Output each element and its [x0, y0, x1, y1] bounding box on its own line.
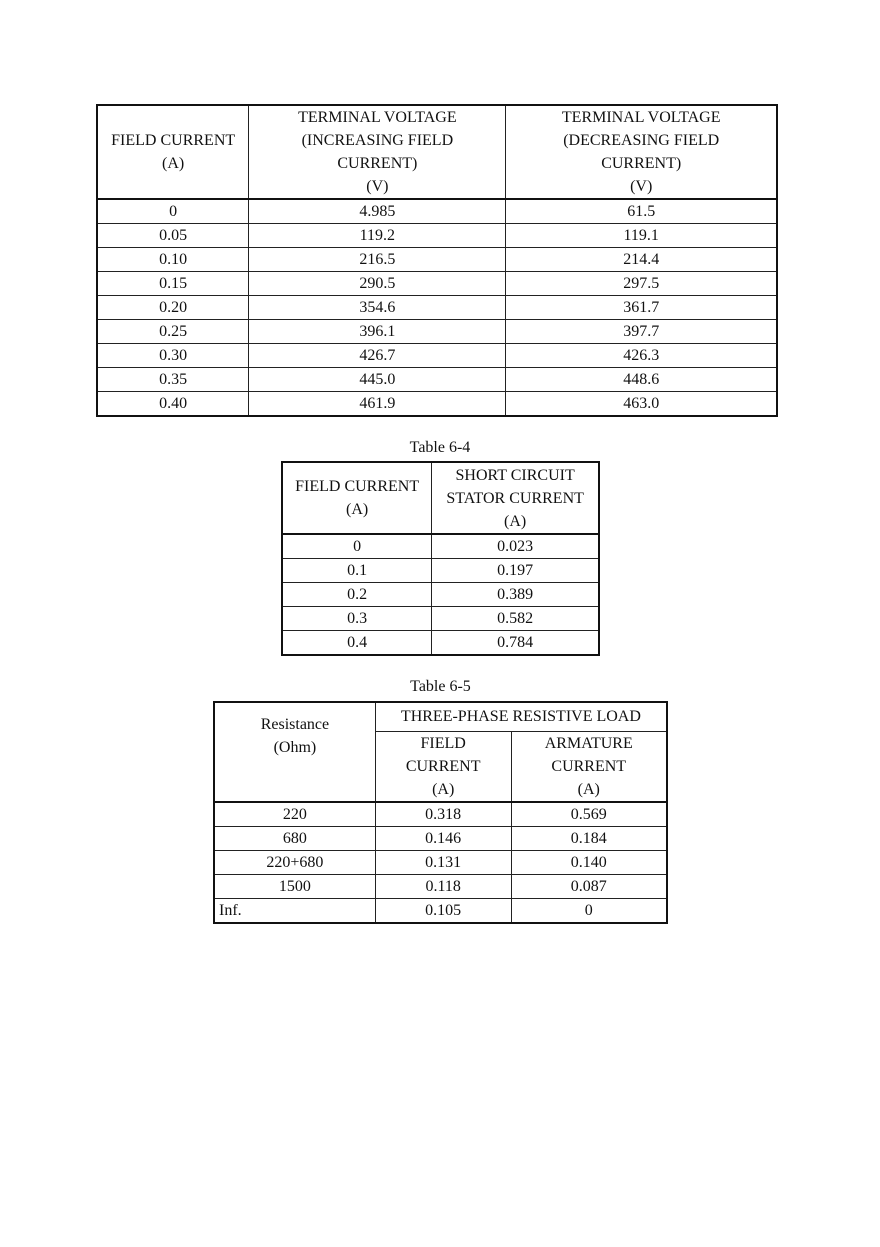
header-field-current: FIELD CURRENT (A) — [97, 105, 249, 199]
header-three-phase-resistive-load: THREE-PHASE RESISTIVE LOAD — [375, 702, 667, 732]
table-header-row — [97, 105, 777, 199]
table-row: Inf. 0.105 0 — [214, 899, 667, 924]
table-caption-6-5: Table 6-5 — [410, 678, 471, 695]
table-row: 0.2 0.389 — [282, 583, 599, 607]
table-row: 0.4 0.784 — [282, 631, 599, 656]
table-row: 0.35 445.0 448.6 — [97, 368, 777, 392]
table-row: 1500 0.118 0.087 — [214, 875, 667, 899]
header-terminal-voltage-decreasing: TERMINAL VOLTAGE (DECREASING FIELD CURRENT) (V) — [506, 105, 777, 199]
table-row: 0.05 119.2 119.1 — [97, 224, 777, 248]
table-row: 0 4.985 61.5 — [97, 199, 777, 224]
table-row: 0.30 426.7 426.3 — [97, 344, 777, 368]
table-row: 0.25 396.1 397.7 — [97, 320, 777, 344]
terminal-voltage-table — [96, 104, 778, 417]
table-row: 0.40 461.9 463.0 — [97, 392, 777, 417]
table-row: 0.20 354.6 361.7 — [97, 296, 777, 320]
header-armature-current: ARMATURE CURRENT (A) — [511, 732, 667, 803]
short-circuit-table — [281, 461, 600, 656]
table-row: 0.10 216.5 214.4 — [97, 248, 777, 272]
header-field-current: FIELD CURRENT (A) — [375, 732, 511, 803]
table-row: 0.3 0.582 — [282, 607, 599, 631]
table-row: 0.15 290.5 297.5 — [97, 272, 777, 296]
resistive-load-table — [213, 701, 668, 924]
table-row: 0.1 0.197 — [282, 559, 599, 583]
table-header-row — [214, 702, 667, 732]
header-field-current: FIELD CURRENT (A) — [282, 462, 432, 534]
table-row: 220 0.318 0.569 — [214, 802, 667, 827]
table-caption-6-4: Table 6-4 — [409, 439, 471, 456]
header-resistance: Resistance (Ohm) — [214, 702, 375, 802]
table-header-row — [282, 462, 599, 534]
table-row: 220+680 0.131 0.140 — [214, 851, 667, 875]
table-row: 680 0.146 0.184 — [214, 827, 667, 851]
header-terminal-voltage-increasing: TERMINAL VOLTAGE (INCREASING FIELD CURRENT) (V) — [249, 105, 506, 199]
table-row: 0 0.023 — [282, 534, 599, 559]
header-short-circuit-stator-current: SHORT CIRCUIT STATOR CURRENT (A) — [432, 462, 599, 534]
